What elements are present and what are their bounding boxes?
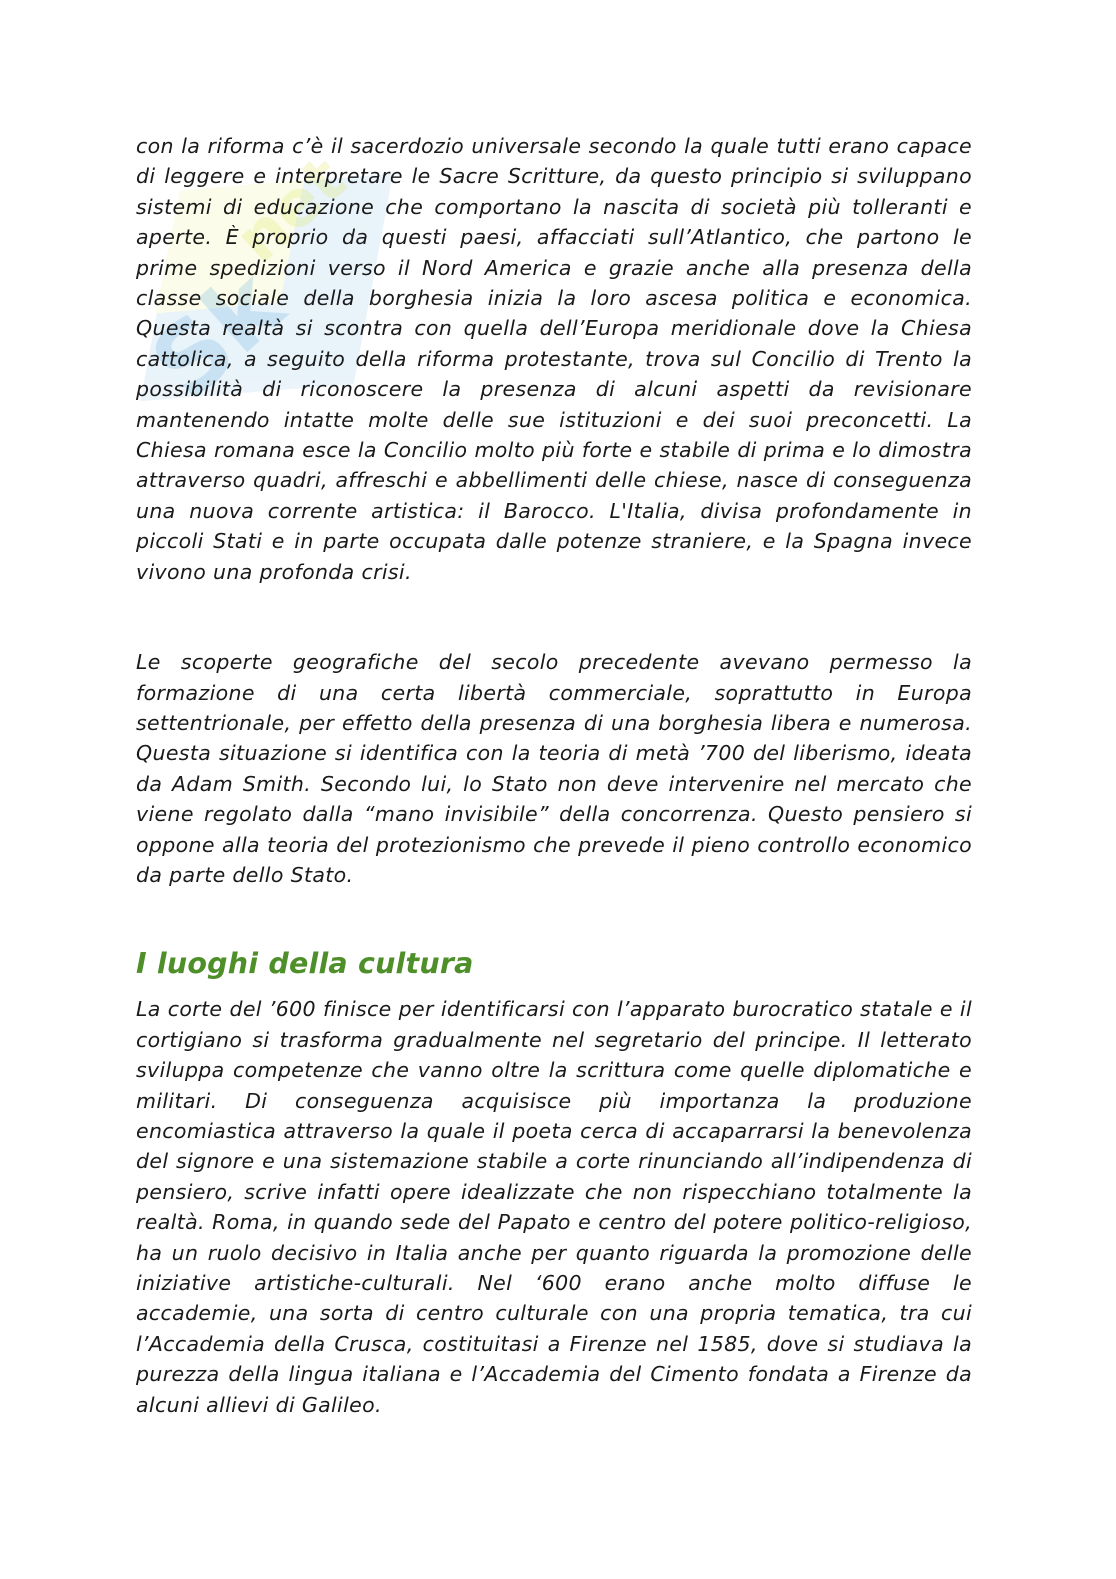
- svg-text:net: net: [221, 142, 361, 278]
- section-heading: I luoghi della cultura: [136, 947, 474, 981]
- paragraph-scoperte: Le scoperte geografiche del secolo precedente avevano permesso la formazione di una certa libertà commerciale, soprattutto in Europa settentrionale, per effetto della presenza di una borghesia libera e numerosa. Questa situazione si identifica con la teoria di metà ’700 del liberismo, ideata da Adam Smith. Secondo lui, lo Stato non deve intervenire nel mercato che viene regolato dalla “mano invisibile” della concorrenza. Questo pensiero si oppone alla teoria del protezionismo che prevede il pieno controllo economico da parte dello Stato.: [136, 650, 972, 887]
- paragraph-riforma: con la riforma c’è il sacerdozio universale secondo la quale tutti erano capace di leggere e interpretare le Sacre Scritture, da questo principio si sviluppano sistemi di educazione che comportano la nascita di società più tolleranti e aperte. È proprio da questi paesi, affacciati sull’Atlantico, che partono le prime spedizioni verso il Nord America e grazie anche alla presenza della classe sociale della borghesia inizia la loro ascesa politica e economica. Questa realtà si scontra con quella dell’Europa meridionale dove la Chiesa cattolica, a seguito della riforma protestante, trova sul Concilio di Trento la possibilità di riconoscere la presenza di alcuni aspetti da revisionare mantenendo intatte molte delle sue istituzioni e dei suoi preconcetti. La Chiesa romana esce la Concilio molto più forte e stabile di prima e lo dimostra attraverso quadri, affreschi e abbellimenti delle chiese, nasce di conseguenza una nuova corrente artistica: il Barocco. L'Italia, divisa profondamente in piccoli Stati e in parte occupata dalle potenze straniere, e la Spagna invece vivono una profonda crisi.: [136, 134, 972, 584]
- svg-text:Sk: Sk: [130, 248, 305, 421]
- document-body: [136, 131, 972, 1420]
- paragraph-corte: La corte del ’600 finisce per identificarsi con l’apparato burocratico statale e il cortigiano si trasforma gradualmente nel segretario del principe. Il letterato sviluppa competenze che vanno oltre la scrittura come quelle diplomatiche e militari. Di conseguenza acquisisce più importanza la produzione encomiastica attraverso la quale il poeta cerca di accaparrarsi la benevolenza del signore e una sistemazione stabile a corte rinunciando all’indipendenza di pensiero, scrive infatti opere idealizzate che non rispecchiano totalmente la realtà. Roma, in quando sede del Papato e centro del potere politico-religioso, ha un ruolo decisivo in Italia anche per quanto riguarda la promozione delle iniziative artistiche-culturali. Nel ‘600 erano anche molto diffuse le accademie, una sorta di centro culturale con una propria tematica, tra cui l’Accademia della Crusca, costituitasi a Firenze nel 1585, dove si studiava la purezza della lingua italiana e l’Accademia del Cimento fondata a Firenze da alcuni allievi di Galileo.: [136, 997, 972, 1417]
